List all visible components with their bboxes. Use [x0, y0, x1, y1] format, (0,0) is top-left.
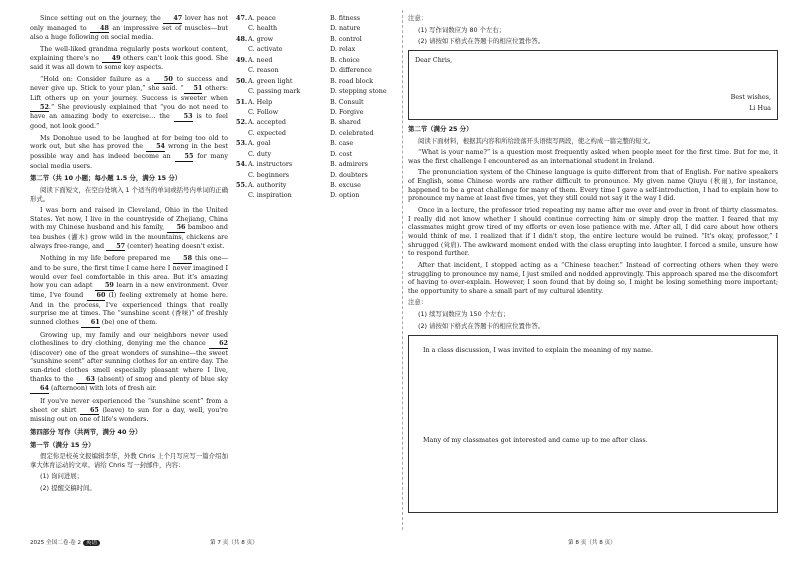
text: If you've never experienced the “sunshine scent” from a sheet or shirt — [30, 396, 228, 414]
text: is to feel good, not look good.” — [30, 112, 228, 131]
text: learn in a new environment. Over time, I've found — [30, 281, 228, 299]
paragraph-start-2: Many of my classmates got interested and came up to me after class. — [423, 436, 648, 445]
part-4-heading: 第四部分 写作（共两节，满分 40 分） — [30, 427, 142, 436]
text: for many social media users. — [30, 151, 228, 170]
continuation-answer-box — [408, 335, 778, 513]
note-label: 注意： — [408, 14, 428, 22]
right-column — [408, 14, 778, 513]
text: (be) one of them. — [101, 317, 158, 326]
option-choice: B. Consult — [330, 97, 364, 106]
option-choice: C. passing mark — [248, 87, 301, 96]
option-choice: A. green light — [248, 76, 293, 85]
text: to success and never give up. Stick to your plan,” she said. “ — [30, 74, 228, 93]
story-paragraph-4: After that incident, I stopped acting as a “Chinese teacher.” Instead of correcting others when they were struggling to pronounce my name, I just smiled and nodded approvingly. This approach spared me the discomfort of having to over-explain. However, I soon found that by doing so, I might be losing something more important; the opportunity to share a small part of my cultural identity. — [408, 260, 778, 295]
option-choice: B. road block — [330, 76, 374, 85]
writing-item-1: (1) 询问进展； — [40, 472, 84, 481]
text: others: Lift others up on your journey. Success is sweeter when — [30, 84, 228, 103]
option-number: 52. — [236, 118, 248, 127]
exam-name: 2025 全国二卷·卷 2 — [30, 540, 82, 546]
option-choice: A. peace — [248, 14, 276, 22]
writing-section-2-instructions: 阅读下面材料，根据其内容和所给段落开头语续写两段，使之构成一篇完整的短文。 — [418, 136, 655, 145]
options-column — [236, 14, 400, 200]
story-paragraph-3: Once in a lecture, the professor tried repeating my name after me over and over in front of thirty classmates. I really did not know whether I should continue correcting him or simply drop the matter. I feared that my classmates might grow tired of my efforts or even lose patience with me. After all, I did care about how others would think of me. I realized that if I didn't stop, the entire lecture would be ruined. “It's okay, professor,” I shrugged (耸肩). The awkward moment ended with the class erupting into laughter. I forced a smile, unsure how to respond further. — [408, 206, 778, 258]
cloze-paragraph-2 — [30, 45, 228, 72]
option-choice: D. nature — [330, 24, 361, 33]
text: “Hold on: Consider failure as a — [40, 74, 150, 83]
blank-59: 59 — [95, 281, 114, 291]
option-choice: C. expected — [248, 128, 287, 137]
blank-50: 50 — [154, 75, 173, 85]
left-column — [30, 14, 228, 496]
blank-64: 64 — [30, 384, 49, 394]
option-choice: C. beginners — [248, 170, 290, 179]
option-choice: B. shared — [330, 118, 361, 127]
option-number: 53. — [236, 139, 248, 148]
options-grid — [236, 14, 400, 200]
option-number — [236, 129, 248, 138]
section-2-instructions: 阅读下面短文，在空白处填入 1 个适当的单词或括号内单词的正确形式。 — [30, 185, 228, 203]
blank-51: 51 — [184, 84, 203, 94]
option-number — [236, 45, 248, 54]
cloze-paragraph-1 — [30, 14, 228, 42]
option-number — [236, 150, 248, 159]
text: lover has not only managed to — [30, 14, 228, 32]
text: bamboo and tea bushes (灌木) grow wild in the mountains, chickens are always free-range, and — [30, 223, 228, 250]
section-2-heading: 第二节（共 10 小题；每小题 1.5 分，满分 15 分） — [30, 174, 182, 183]
option-choice: B. case — [330, 139, 354, 148]
writing-section-1-heading: 第一节（满分 15 分） — [30, 440, 95, 449]
option-number — [236, 171, 248, 180]
writing-section-2-heading: 第二节（满分 25 分） — [408, 124, 473, 133]
subject-badge: 英语 — [83, 540, 100, 546]
text: Nothing in my life before prepared me — [40, 254, 171, 263]
text: The well-liked grandma regularly posts workout content, explaining there's no — [30, 44, 228, 62]
text: Growing up, my family and our neighbors never used clotheslines to dry clothing, denying me the chance — [30, 330, 228, 348]
cloze-paragraph-4 — [30, 134, 228, 171]
story-paragraph-2: The pronunciation system of the Chinese language is quite different from that of English. For native speakers of English, some Chinese words are rather difficult to pronounce. My given name Qiuyu (秋雨), for instance, happened to be a great challenge for many of them. Every time I gave a self-introduction, I had to explain how to pronounce my name at least five times, yet they still could not say it the way I did. — [408, 168, 778, 203]
text: (I) feeling extremely at home here. And in the process, I've experienced things that really surprise me at times. The “sunshine scent (香味)” of freshly sunned clothes — [30, 290, 228, 326]
text: .” She previously explained that “you do not need to have an amazing body to exercise… the — [30, 102, 228, 121]
option-choice: C. health — [248, 24, 278, 33]
option-choice: C. duty — [248, 149, 272, 158]
blank-49: 49 — [102, 54, 121, 64]
option-choice: D. difference — [330, 66, 372, 75]
option-choice: C. reason — [248, 66, 279, 75]
option-number — [236, 108, 248, 117]
text: (afternoon) with lots of fresh air. — [50, 384, 157, 393]
grammar-paragraph-2 — [30, 254, 228, 327]
writing-section-1-instructions: 假定你是校英文报编辑李华，外教 Chris 上个月写应写一篇介绍加拿大体育运动的文章。请给 Chris 写一封邮件，内容： — [30, 452, 228, 469]
blank-61: 61 — [81, 318, 100, 328]
option-number: 51. — [236, 97, 248, 106]
text: others can't look this good. She said it was all down to some key aspects. — [30, 53, 228, 72]
option-choice: D. cost — [330, 149, 353, 158]
option-choice: A. goal — [248, 139, 271, 148]
option-choice: B. excuse — [330, 181, 361, 189]
option-choice: D. stepping stone — [330, 87, 387, 96]
email-closing: Best wishes, — [730, 92, 771, 101]
blank-63: 63 — [76, 375, 95, 385]
option-choice: A. authority — [248, 181, 287, 189]
note2-item-1: (1) 续写词数应为 150 个左右； — [418, 310, 510, 319]
text: (absent) of smog and plenty of blue sky — [97, 374, 228, 383]
option-number — [236, 191, 248, 200]
option-number: 50. — [236, 76, 248, 85]
blank-58: 58 — [173, 254, 192, 264]
option-choice: D. Forgive — [330, 107, 364, 116]
option-choice: D. relax — [330, 45, 356, 54]
option-choice: A. need — [248, 55, 273, 64]
email-signature: Li Hua — [749, 103, 771, 112]
text: I was born and raised in Cleveland, Ohio in the United States. Yet now, I live in the countryside of Zhejiang, China with my Chinese husband and his family, — [30, 206, 228, 232]
page-divider — [402, 10, 403, 530]
option-number: 54. — [236, 160, 248, 169]
option-number — [236, 87, 248, 96]
text: Since setting out on the journey, the — [40, 14, 161, 22]
grammar-paragraph-3 — [30, 331, 228, 394]
note-item-2: (2) 请按如下格式在答题卡的相应位置作答。 — [418, 37, 545, 46]
grammar-paragraph-4 — [30, 397, 228, 424]
blank-54: 54 — [146, 142, 165, 152]
option-choice: B. choice — [330, 55, 360, 64]
option-number: 47. — [236, 14, 248, 22]
blank-48: 48 — [90, 24, 109, 34]
option-choice: A. grow — [248, 34, 274, 43]
option-choice: A. accepted — [248, 118, 286, 127]
note2-item-2: (2) 请按如下格式在答题卡的相应位置作答。 — [418, 321, 545, 330]
blank-47: 47 — [163, 14, 182, 24]
text: wrong in the best possible way and has indeed become an — [30, 142, 228, 160]
blank-52: 52 — [30, 103, 49, 113]
story-paragraph-1: “What is your name?” is a question most frequently asked when people meet for the first time. But for me, it was the first challenge I encountered as an international student in Ireland. — [408, 148, 778, 165]
text: an impressive set of muscles—but also a huge following on social media. — [30, 23, 228, 42]
option-choice: A. instructors — [248, 160, 293, 169]
note-label-2: 注意： — [408, 298, 428, 307]
blank-62: 62 — [209, 339, 228, 349]
blank-56: 56 — [167, 223, 186, 233]
text: (center) heating doesn't exist. — [127, 241, 225, 250]
option-choice: B. control — [330, 34, 362, 43]
option-choice: C. activate — [248, 45, 283, 54]
page-number-8: 第 8 页（共 8 页） — [568, 540, 616, 546]
option-choice: B. admirers — [330, 160, 368, 169]
blank-53: 53 — [174, 112, 193, 122]
paragraph-start-1: In a class discussion, I was invited to explain the meaning of my name. — [423, 346, 653, 355]
blank-60: 60 — [87, 291, 106, 301]
grammar-paragraph-1 — [30, 206, 228, 251]
text: Ms Donohue used to be laughed at for being too old to work out, but she has proved the — [30, 133, 228, 151]
footer-badge — [30, 540, 100, 548]
email-answer-box — [408, 50, 778, 120]
cloze-paragraph-3 — [30, 75, 228, 131]
page-number-7: 第 7 页（共 8 页） — [210, 540, 258, 546]
option-choice: D. celebrated — [330, 128, 374, 137]
option-number: 49. — [236, 55, 248, 64]
email-salutation: Dear Chris, — [415, 55, 453, 64]
blank-55: 55 — [175, 152, 194, 162]
option-number: 55. — [236, 181, 248, 189]
blank-65: 65 — [80, 406, 99, 416]
text: (leave) to sun for a day, well, you're missing out on one of life's wonders. — [30, 405, 228, 424]
text: (discover) one of the great wonders of sunshine—the sweet “sunshine scent” after sunning clothes for an entire day. The sun-dried clothes smell especially pleasant where I live, thanks to the — [30, 348, 228, 383]
writing-item-2: (2) 提醒交稿时间。 — [40, 484, 96, 493]
option-number — [236, 66, 248, 75]
option-choice: A. Help — [248, 97, 273, 106]
text: this one—and to be sure, the first time I came here I never imagined I would ever feel comfortable in this area. But it's amazing how you can adapt — [30, 254, 228, 290]
option-choice: C. Follow — [248, 107, 279, 116]
option-number — [236, 24, 248, 33]
option-choice: C. inspiration — [248, 191, 292, 200]
option-choice: D. doubters — [330, 170, 368, 179]
blank-57: 57 — [106, 242, 125, 252]
option-number: 48. — [236, 34, 248, 43]
option-choice: B. fitness — [330, 14, 361, 22]
note-item-1: (1) 写作词数应为 80 个左右； — [418, 25, 506, 34]
option-choice: D. option — [330, 191, 360, 200]
